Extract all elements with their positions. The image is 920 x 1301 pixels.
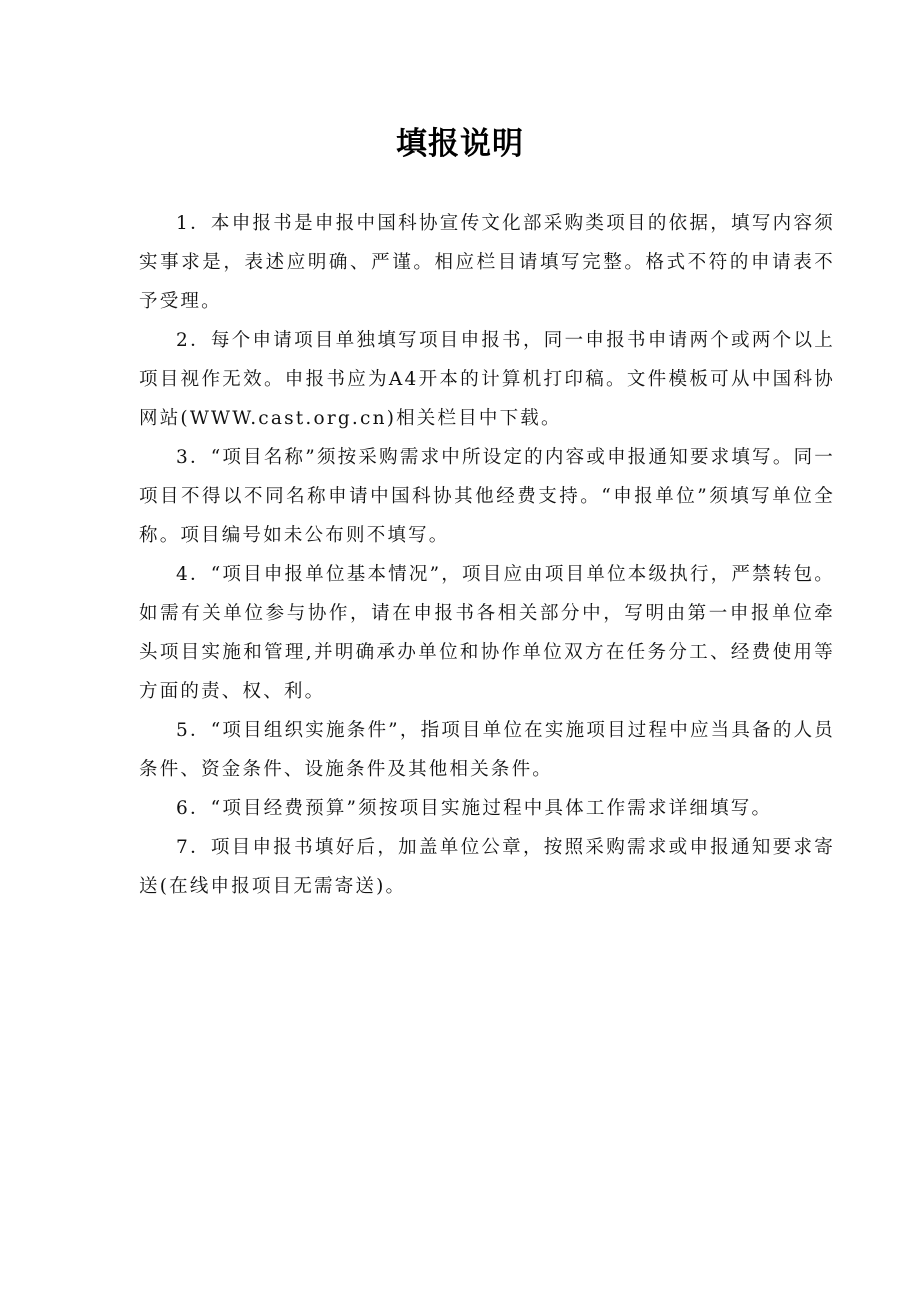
instruction-paragraph-1: 1．本申报书是申报中国科协宣传文化部采购类项目的依据，填写内容须实事求是，表述应明确、严谨。相应栏目请填写完整。格式不符的申请表不予受理。 xyxy=(139,213,835,312)
instruction-paragraph-4: 4．“项目申报单位基本情况”，项目应由项目单位本级执行，严禁转包。如需有关单位参与协作，请在申报书各相关部分中，写明由第一申报单位牵头项目实施和管理,并明确承办单位和协作单位双方在任务分工、经费使用等方面的责、权、利。 xyxy=(139,564,835,702)
page-title: 填报说明 xyxy=(396,126,524,162)
instructions-body xyxy=(139,204,835,906)
instruction-paragraph-2: 2．每个申请项目单独填写项目申报书，同一申报书申请两个或两个以上项目视作无效。申报书应为A4开本的计算机打印稿。文件模板可从中国科协网站(WWW.cast.org.cn)相关栏目中下载。 xyxy=(139,330,835,429)
instruction-paragraph-5: 5．“项目组织实施条件”，指项目单位在实施项目过程中应当具备的人员条件、资金条件、设施条件及其他相关条件。 xyxy=(139,720,835,780)
instruction-paragraph-6: 6．“项目经费预算”须按项目实施过程中具体工作需求详细填写。 xyxy=(176,798,773,819)
instruction-paragraph-7: 7．项目申报书填好后，加盖单位公章，按照采购需求或申报通知要求寄送(在线申报项目无需寄送)。 xyxy=(139,837,835,897)
instruction-paragraph-3: 3．“项目名称”须按采购需求中所设定的内容或申报通知要求填写。同一项目不得以不同名称申请中国科协其他经费支持。“申报单位”须填写单位全称。项目编号如未公布则不填写。 xyxy=(139,447,835,546)
